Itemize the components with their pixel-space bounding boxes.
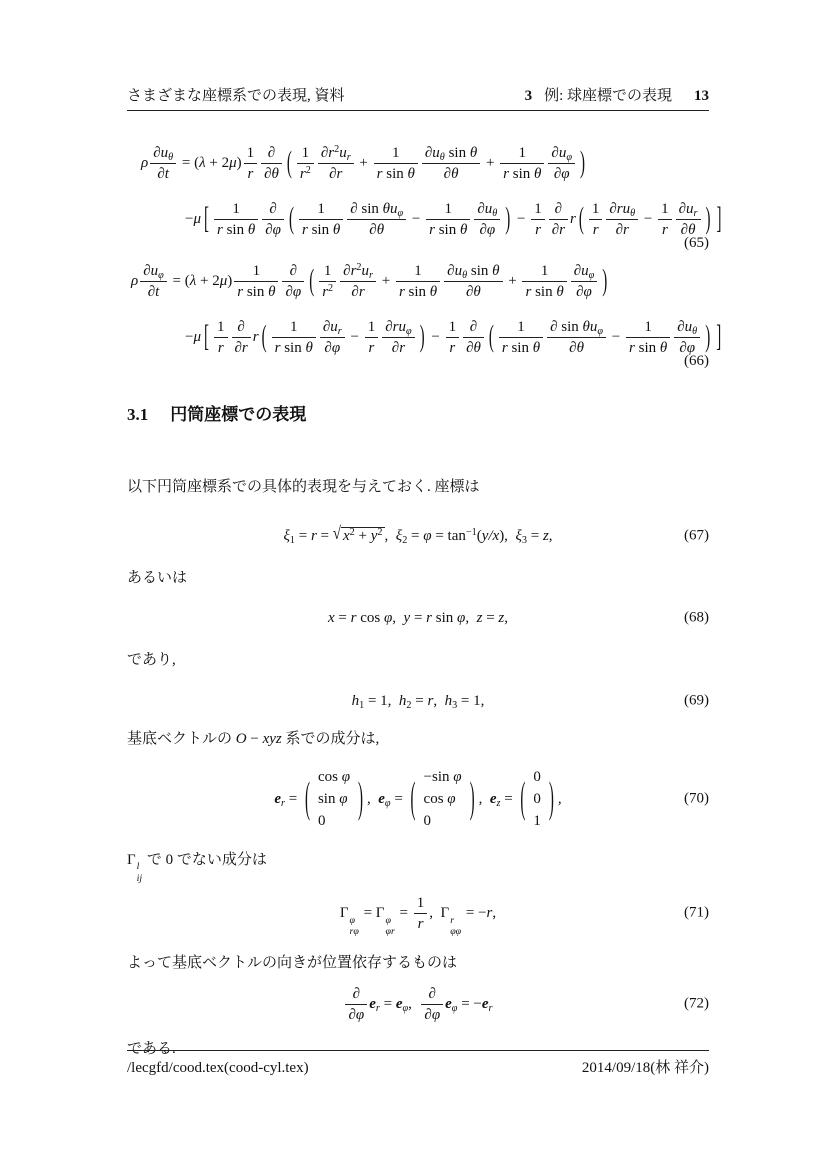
equation-66-line2: −μ [ $\frac{1}{r}$ ∂ ∂r r ( $\frac{1}{\text{r sin θ}}$ $\frac{\partial u_r}{\partial\varphi}$ − $\frac{1}{r}$ $\partial ru_\varphi$ ∂r ) − $\frac{1}{r}$ ∂ ∂θ ( $\frac{1}{\text{r sin θ}}$ ∂ $\sin \theta u_\varphi$ ∂θ − $\frac{1}{\text{r sin θ}}$ $\frac{\partial u_\theta}{\partial\varphi}$ ) ] <box>185 318 722 357</box>
page-footer <box>127 1050 709 1078</box>
equation-72-body: ∂ ∂φ $e_r = e_\varphi$, ∂ ∂φ $e_\varphi = -e_r$ <box>343 996 492 1012</box>
section-title: 円筒座標での表現 <box>170 405 307 424</box>
equation-65-line2: −μ [ $\frac{1}{\text{r sin θ}}$ ∂ ∂φ ( $\frac{1}{\text{r sin θ}}$ ∂ $\sin \theta u_\varphi$ ∂θ − $\frac{1}{\text{r sin θ}}$ $\frac{\partial u_\theta}{\partial\varphi}$ ) − $\frac{1}{r}$ ∂ ∂r r ( $\frac{1}{r}$ $\partial ru_\theta$ ∂r − $\frac{1}{r}$ $\frac{\partial u_r}{\partial\theta}$ ) ] <box>185 200 722 239</box>
equation-70-number: (70) <box>684 790 709 807</box>
equation-67-body: $\xi_1 = r$ = √ $x^2 + y^2$ , $\xi_2 = \varphi = \tan^{-1}(y/x)$, $\xi_3 = z$, <box>283 524 553 547</box>
equation-67 <box>127 516 709 556</box>
header-rule <box>127 110 709 111</box>
paragraph-intro: 以下円筒座標系での具体的表現を与えておく. 座標は <box>127 479 480 495</box>
equation-67-number: (67) <box>684 527 709 544</box>
equation-66 <box>127 253 722 369</box>
paragraph-basis-vectors: 基底ベクトルの O − xyz 系での成分は, <box>127 731 380 747</box>
paragraph-christoffel: Γ l ij で 0 でない成分は <box>127 852 267 884</box>
header-running-title: さまざまな座標系での表現, 資料 <box>127 88 345 104</box>
equation-72 <box>127 982 709 1026</box>
equation-68 <box>127 603 709 633</box>
section-heading <box>127 403 709 427</box>
equation-65-number: (65) <box>684 235 709 251</box>
equation-69 <box>127 686 709 716</box>
equation-69-body: $h_1 = 1$, $h_2 = r$, $h_3 = 1$, <box>351 693 485 712</box>
equation-68-body: x = r cos φ, y = r sin φ, z = z, <box>327 610 508 626</box>
paragraph-deari: であり, <box>127 652 176 668</box>
footer-date-author: 2014/09/18(林 祥介) <box>581 1060 709 1076</box>
equation-70-body: $e_r$ = ( cos φ sin φ 0 ) , $e_\varphi$ = ( −sin φ cos φ 0 ) , $e_z$ = ( 0 0 1 ) , <box>274 769 562 829</box>
equation-69-number: (69) <box>684 692 709 709</box>
page-number: 13 <box>694 88 709 104</box>
equation-70 <box>127 764 709 834</box>
header-section-info <box>525 86 709 106</box>
section-number: 3.1 <box>127 405 149 424</box>
equation-71-number: (71) <box>684 904 709 921</box>
equation-72-number: (72) <box>684 995 709 1012</box>
equation-71 <box>127 892 709 938</box>
paragraph-yotte: よって基底ベクトルの向きが位置依存するものは <box>127 955 458 972</box>
footer-source-file: /lecgfd/cood.tex(cood-cyl.tex) <box>127 1060 309 1076</box>
header-section-title: 例: 球座標での表現 <box>544 88 672 104</box>
header-section-number: 3 <box>524 88 533 104</box>
equation-71-body: Γ φ rφ = Γ φ φr = $\frac{1}{r}$ , Γ r φφ = −r, <box>339 894 497 938</box>
page-header <box>127 86 709 106</box>
equation-65-line1: ρ $\frac{\partial u_\theta}{\partial t}$ = (λ + 2μ) $\frac{1}{r}$ ∂ ∂θ ( $\frac{1}{r^2}$ $\frac{\partial r^2u_r}{\partial r}$ + $\frac{1}{\text{r sin θ}}$ $\frac{\partial u_\theta \sin \theta}{\partial\theta}$ + $\frac{1}{\text{r sin θ}}$ $\frac{\partial u_\varphi}{\partial\varphi}$ ) <box>141 143 585 183</box>
equation-65 <box>127 135 722 251</box>
paragraph-aruiwa: あるいは <box>127 570 188 586</box>
paragraph-dearu: である. <box>127 1041 176 1058</box>
equation-66-number: (66) <box>684 353 709 369</box>
equation-68-number: (68) <box>684 609 709 626</box>
equation-66-line1: ρ $\frac{\partial u_\varphi}{\partial t}$ = (λ + 2μ) $\frac{1}{\text{r sin θ}}$ ∂ ∂φ ( $\frac{1}{r^2}$ $\frac{\partial r^2u_r}{\partial r}$ + $\frac{1}{\text{r sin θ}}$ $\frac{\partial u_\theta \sin \theta}{\partial\theta}$ + $\frac{1}{\text{r sin θ}}$ $\frac{\partial u_\varphi}{\partial\varphi}$ ) <box>131 261 608 301</box>
